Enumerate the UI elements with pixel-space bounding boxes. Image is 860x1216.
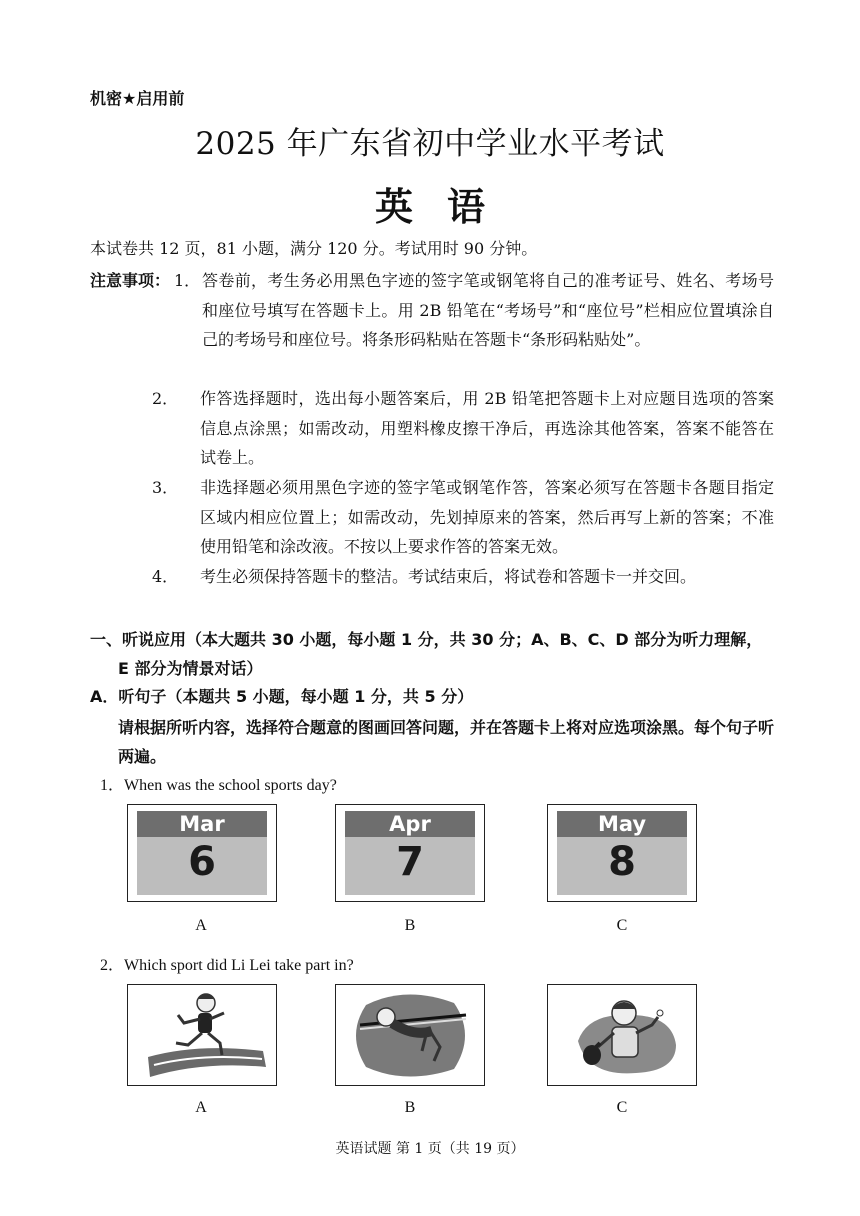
section-heading-line1: 一、听说应用（本大题共 30 小题，每小题 1 分，共 30 分；A、B、C、D 部分为听力理解， xyxy=(90,630,763,649)
calendar-month: Apr xyxy=(345,811,475,837)
calendar-icon xyxy=(336,805,484,901)
note-item xyxy=(152,384,774,473)
note-text: 考生必须保持答题卡的整洁。考试结束后，将试卷和答题卡一并交回。 xyxy=(200,567,697,586)
note-number: 4． xyxy=(152,567,179,586)
option-a-label: A xyxy=(195,917,207,934)
note-text: 非选择题必须用黑色字迹的签字笔或钢笔作答，答案必须写在答题卡各题目指定区域内相应位置上；如需改动，先划掉原来的答案，然后再写上新的答案；不准使用铅笔和涂改液。不按以上要求作答的答案无效。 xyxy=(200,478,774,556)
calendar-day: 8 xyxy=(608,839,636,885)
question-2: 2．Which sport did Li Lei take part in? xyxy=(100,957,354,974)
exam-title: 2025 年广东省初中学业水平考试 xyxy=(195,126,665,162)
note-item xyxy=(174,266,774,355)
note-number: 2． xyxy=(152,389,179,408)
note-item xyxy=(152,562,774,592)
option-b-image xyxy=(335,804,485,902)
option-a-image xyxy=(127,984,277,1086)
high-jump-icon xyxy=(336,985,484,1085)
notes-label: 注意事项： xyxy=(90,271,171,290)
option-c-image xyxy=(547,804,697,902)
table-tennis-icon xyxy=(548,985,696,1085)
note-text: 作答选择题时，选出每小题答案后，用 2B 铅笔把答题卡上对应题目选项的答案信息点涂黑；如需改动，用塑料橡皮擦干净后，再选涂其他答案，答案不能答在试卷上。 xyxy=(200,389,774,467)
note-item xyxy=(152,473,774,562)
calendar-day: 6 xyxy=(188,839,216,885)
exam-intro: 本试卷共 12 页，81 小题，满分 120 分。考试用时 90 分钟。 xyxy=(90,239,538,258)
option-a-label: A xyxy=(195,1099,207,1116)
calendar-day: 7 xyxy=(396,839,424,885)
option-b-label: B xyxy=(404,917,416,934)
option-b-label: B xyxy=(404,1099,416,1116)
option-c-image xyxy=(547,984,697,1086)
note-number: 1． xyxy=(174,271,201,290)
subject-title: 英语 xyxy=(374,185,519,229)
running-icon xyxy=(128,985,276,1085)
option-c-label: C xyxy=(616,1099,628,1116)
note-number: 3． xyxy=(152,478,179,497)
option-b-image xyxy=(335,984,485,1086)
part-a-title: A．听句子（本题共 5 小题，每小题 1 分，共 5 分） xyxy=(90,687,474,706)
calendar-icon xyxy=(548,805,696,901)
section-heading xyxy=(90,625,780,683)
confidential-mark: 机密★启用前 xyxy=(90,89,185,108)
option-c-label: C xyxy=(616,917,628,934)
calendar-icon xyxy=(128,805,276,901)
part-a-instruction: 请根据所听内容，选择符合题意的图画回答问题，并在答题卡上将对应选项涂黑。每个句子听两遍。 xyxy=(118,718,775,766)
section-heading-line2: E 部分为情景对话） xyxy=(118,659,263,678)
note-text: 答卷前，考生务必用黑色字迹的签字笔或钢笔将自己的准考证号、姓名、考场号和座位号填写在答题卡上。用 2B 铅笔在“考场号”和“座位号”栏相应位置填涂自己的考场号和座位号。将条形码粘贴在答题卡“条形码粘贴处”。 xyxy=(202,271,774,349)
calendar-month: May xyxy=(557,811,687,837)
option-a-image xyxy=(127,804,277,902)
calendar-month: Mar xyxy=(137,811,267,837)
question-1: 1．When was the school sports day? xyxy=(100,777,337,794)
page-footer: 英语试题 第 1 页（共 19 页） xyxy=(335,1141,525,1157)
